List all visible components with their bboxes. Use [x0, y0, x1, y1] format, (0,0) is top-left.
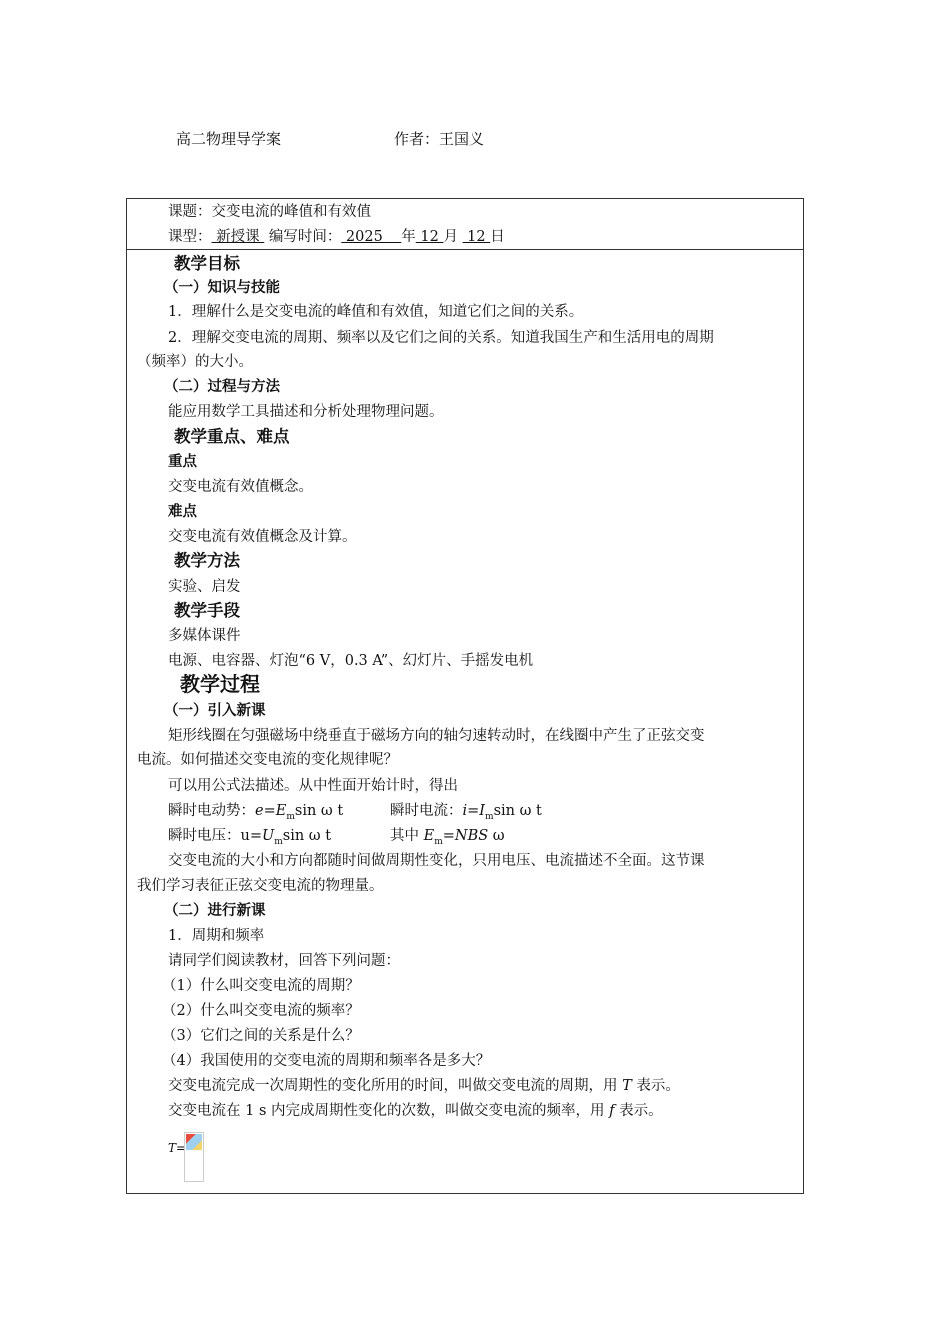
frequency-definition — [168, 1101, 663, 1121]
image-placeholder-icon — [186, 1134, 202, 1150]
period-def-a: 交变电流完成一次周期性的变化所用的时间，叫做交变电流的周期，用 — [168, 1078, 623, 1094]
goals-sub2: （二）过程与方法 — [164, 379, 280, 395]
where-E: E — [423, 828, 435, 844]
day-unit: 日 — [490, 229, 505, 245]
key-label: 重点 — [168, 454, 197, 470]
formula-equals: = — [176, 1141, 187, 1155]
emf-sub: m — [286, 811, 295, 822]
current-i: i — [462, 803, 468, 819]
voltage-formula — [168, 826, 331, 852]
key-text: 交变电流有效值概念。 — [168, 479, 313, 495]
question-2: （2）什么叫交变电流的频率？ — [162, 1003, 360, 1019]
where-label: 其中 — [390, 828, 424, 844]
voltage-U: U — [262, 828, 275, 844]
current-label: 瞬时电流： — [390, 803, 463, 819]
difficulty-text: 交变电流有效值概念及计算。 — [168, 529, 357, 545]
page-header — [176, 128, 485, 149]
type-value: 新授课 — [211, 229, 265, 245]
freq-def-a: 交变电流在 1 s 内完成周期性变化的次数，叫做交变电流的频率，用 — [168, 1103, 610, 1119]
goal-item-1: 1．理解什么是交变电流的峰值和有效值，知道它们之间的关系。 — [168, 304, 584, 320]
current-formula — [390, 801, 542, 827]
intro-para-2: 可以用公式法描述。从中性面开始计时，得出 — [168, 778, 458, 794]
goals-heading: 教学目标 — [174, 254, 240, 273]
period-symbol: T — [622, 1078, 632, 1094]
formula-image — [184, 1132, 204, 1182]
question-3: （3）它们之间的关系是什么？ — [162, 1028, 360, 1044]
formula-T: T — [168, 1141, 177, 1155]
intro-heading: （一）引入新课 — [164, 703, 266, 719]
header-author: 作者：王国义 — [394, 130, 485, 148]
freq-def-b: 表示。 — [614, 1103, 663, 1119]
question-1: （1）什么叫交变电流的周期？ — [162, 978, 360, 994]
emf-formula — [168, 801, 343, 827]
current-sub: m — [485, 811, 494, 822]
methods-text: 实验、启发 — [168, 579, 241, 595]
type-label: 课型： — [168, 229, 212, 245]
intro-para-3a: 交变电流的大小和方向都随时间做周期性变化，只用电压、电流描述不全面。这节课 — [168, 853, 705, 869]
means-heading: 教学手段 — [174, 601, 240, 620]
intro-para-1a: 矩形线圈在匀强磁场中绕垂直于磁场方向的轴匀速转动时，在线圈中产生了正弦交变 — [168, 728, 705, 744]
emf-label: 瞬时电动势： — [168, 803, 255, 819]
type-line — [168, 227, 505, 247]
voltage-label: 瞬时电压：u= — [168, 828, 262, 844]
period-def-b: 表示。 — [631, 1078, 680, 1094]
where-NBS: NBS — [454, 828, 489, 844]
question-4: （4）我国使用的交变电流的周期和频率各是多大？ — [162, 1053, 491, 1069]
emf-e: e — [255, 803, 264, 819]
current-equals: = — [467, 803, 480, 819]
emf-equals: = — [263, 803, 276, 819]
new-lesson-heading: （二）进行新课 — [164, 903, 266, 919]
emf-rest: sin ω t — [294, 803, 344, 819]
period-definition — [168, 1076, 680, 1096]
month-unit: 月 — [443, 229, 458, 245]
month-value: 12 — [415, 229, 444, 245]
where-sub: m — [434, 836, 443, 847]
time-label: 编写时间： — [264, 229, 342, 245]
where-equals: = — [442, 828, 455, 844]
difficulty-label: 难点 — [168, 504, 197, 520]
freq-symbol: f — [609, 1103, 615, 1119]
voltage-sub: m — [274, 836, 283, 847]
header-title: 高二物理导学案 — [176, 130, 282, 148]
means-line-2: 电源、电容器、灯泡“6 V，0.3 A”、幻灯片、手摇发电机 — [168, 653, 534, 669]
process-heading: 教学过程 — [180, 672, 260, 696]
goal-item-3: 能应用数学工具描述和分析处理物理问题。 — [168, 404, 444, 420]
year-value: 2025 — [341, 229, 402, 245]
intro-para-1b: 电流。如何描述交变电流的变化规律呢？ — [137, 752, 398, 768]
goal-item-2b: （频率）的大小。 — [137, 354, 253, 370]
means-line-1: 多媒体课件 — [168, 628, 241, 644]
where-rest: ω — [488, 828, 505, 844]
day-value: 12 — [462, 229, 491, 245]
topic-line: 课题：交变电流的峰值和有效值 — [168, 204, 371, 220]
question-prompt: 请同学们阅读教材，回答下列问题： — [168, 953, 400, 969]
table-divider — [127, 249, 803, 250]
year-unit: 年 — [401, 229, 416, 245]
methods-heading: 教学方法 — [174, 551, 240, 570]
where-formula — [390, 826, 505, 852]
current-I: I — [479, 803, 486, 819]
intro-para-3b: 我们学习表征正弦交变电流的物理量。 — [137, 878, 384, 894]
voltage-rest: sin ω t — [282, 828, 332, 844]
section-1-title: 1．周期和频率 — [168, 928, 265, 944]
goals-sub1: （一）知识与技能 — [164, 280, 280, 296]
goal-item-2a: 2．理解交变电流的周期、频率以及它们之间的关系。知道我国生产和生活用电的周期 — [168, 330, 714, 346]
emf-E: E — [275, 803, 287, 819]
current-rest: sin ω t — [493, 803, 542, 819]
keypoints-heading: 教学重点、难点 — [174, 427, 290, 446]
